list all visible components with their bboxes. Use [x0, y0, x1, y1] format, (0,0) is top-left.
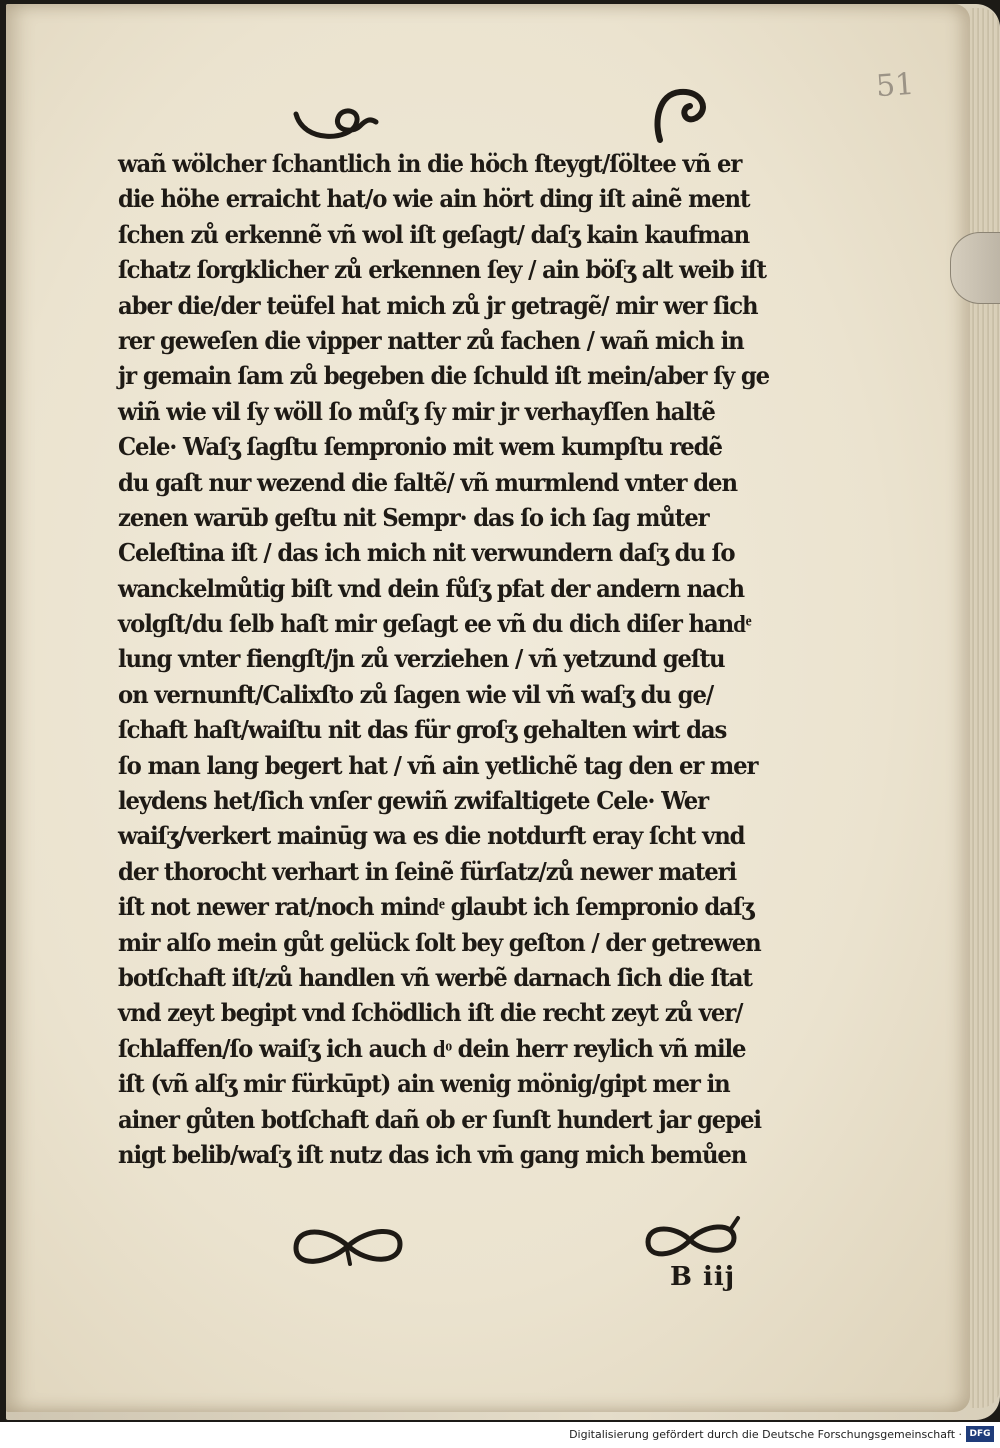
text-line: volgſt/du ſelb haſt mir geſagt ee vñ du dich diſer handͤ — [118, 609, 751, 639]
text-line: ſchaft haſt/waiſtu nit das für groſʒ gehalten wirt das — [118, 715, 727, 745]
bottom-left-ornament-icon — [288, 1218, 408, 1274]
text-line: vnd zeyt begipt vnd ſchödlich iſt die recht zeyt zů ver/ — [118, 998, 743, 1028]
text-line: du gaſt nur wezend die faltẽ/ vñ murmlend vnter den — [118, 467, 737, 497]
text-line: die höhe erraicht hat/o wie ain hört ding iſt ainẽ ment — [118, 184, 750, 214]
text-line: iſt (vñ alſʒ mir fürkūpt) ain wenig mönig/gipt mer in — [118, 1069, 730, 1099]
text-line: ainer gůten botſchaft dañ ob er ſunſt hundert jar gepei — [118, 1104, 761, 1134]
text-line: leydens het/ſich vnſer gewiñ zwifaltigete Cele· Wer — [118, 786, 709, 816]
footer-bar — [0, 1422, 1000, 1448]
text-line: der thorocht verhart in ſeinẽ fürſatz/zů newer materi — [118, 856, 737, 886]
top-left-ornament-icon — [290, 100, 380, 150]
text-line: Celeſtina iſt / das ich mich nit verwundern daſʒ du ſo — [118, 538, 735, 568]
text-line: ſchatz ſorgklicher zů erkennen ſey / ain böſʒ alt weib iſt — [118, 255, 766, 285]
top-right-ornament-icon — [650, 82, 716, 150]
text-line: ſchlaffen/ſo waiſʒ ich auch dͦ dein herr reylich vñ mile — [118, 1033, 746, 1063]
clip-tab — [950, 232, 1000, 304]
text-line: iſt not newer rat/noch mindͤ glaubt ich ſempronio daſʒ — [118, 892, 754, 922]
text-line: zenen warūb geſtu nit Sempr· das ſo ich ſag můter — [118, 502, 709, 532]
text-line: aber die/der teüfel hat mich zů jr getragẽ/ mir wer ſich — [118, 290, 758, 320]
page — [6, 4, 970, 1412]
text-line: wanckelmůtig biſt vnd dein fůſʒ pfat der andern nach — [118, 573, 744, 603]
bottom-right-ornament-icon — [642, 1212, 742, 1266]
text-line: lung vnter fiengſt/jn zů verziehen / vñ yetzund geſtu — [118, 644, 725, 674]
dfg-logo: DFG — [966, 1426, 994, 1442]
text-line: ſchen zů erkennẽ vñ wol iſt geſagt/ daſʒ kain kaufman — [118, 219, 750, 249]
text-line: on vernunft/Calixſto zů ſagen wie vil vñ waſʒ du ge/ — [118, 679, 714, 709]
funding-credit: Digitalisierung gefördert durch die Deutsche Forschungsgemeinschaft · — [569, 1428, 962, 1441]
text-line: wiñ wie vil ſy wöll ſo můſʒ ſy mir jr verhayſſen haltẽ — [118, 396, 715, 426]
text-line: mir alſo mein gůt gelück ſolt bey geſton / der getrewen — [118, 927, 761, 957]
text-line: Cele· Waſʒ ſagſtu ſempronio mit wem kumpſtu redẽ — [118, 432, 722, 462]
text-block — [118, 146, 838, 1172]
text-line: rer geweſen die vipper natter zů fachen / wañ mich in — [118, 325, 744, 355]
text-line: wañ wölcher ſchantlich in die höch ſteygt/ſöltee vñ er — [118, 149, 742, 178]
folio-number: 51 — [874, 66, 916, 105]
text-line: botſchaft iſt/zů handlen vñ werbẽ darnach ſich die ſtat — [118, 962, 752, 992]
signature-mark: B iij — [670, 1262, 736, 1292]
text-line: jr gemain ſam zů begeben die ſchuld iſt mein/aber ſy ge — [118, 361, 770, 391]
text-line: ſo man lang begert hat / vñ ain yetlichẽ tag den er mer — [118, 750, 758, 780]
page-edges — [970, 8, 1000, 1408]
text-line: waiſʒ/verkert mainūg wa es die notdurft eray ſcht vnd — [118, 821, 745, 851]
text-line: nigt belib/waſʒ iſt nutz das ich vm̄ gang mich bemůen — [118, 1139, 747, 1169]
